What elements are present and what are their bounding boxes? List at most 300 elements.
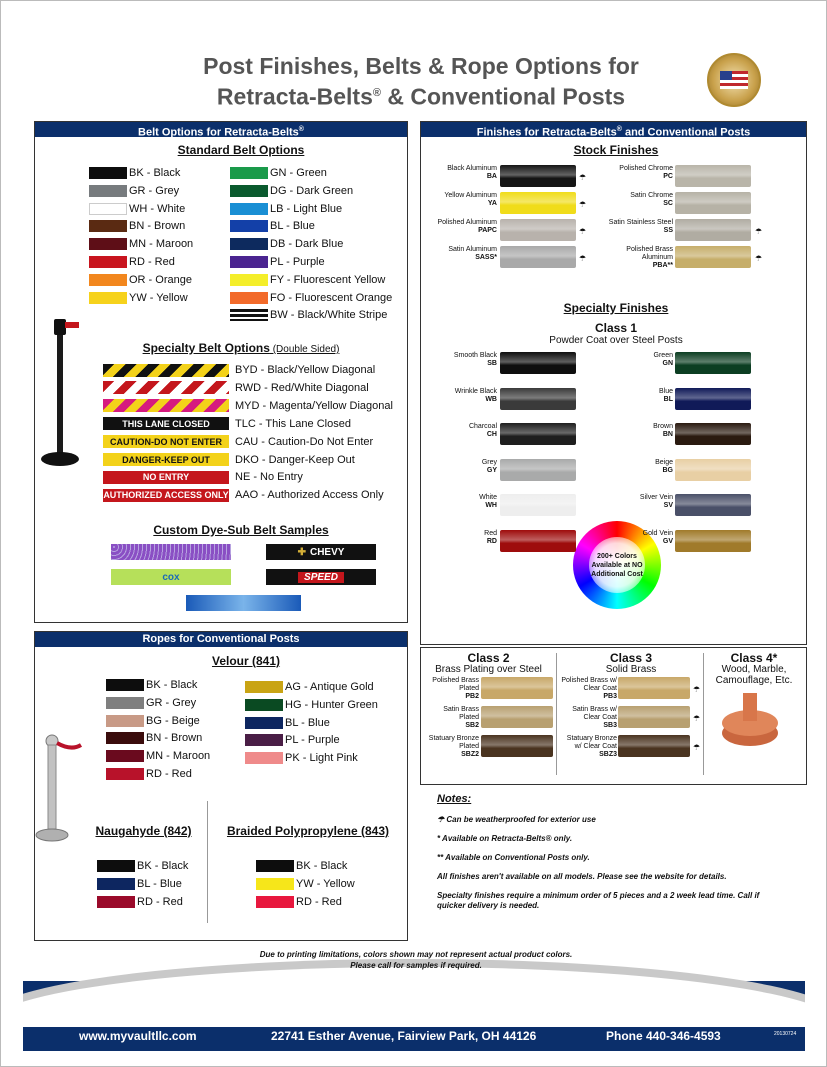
velour-rope-row xyxy=(106,696,196,710)
title-line-2 xyxy=(171,80,671,111)
class1-finish-label xyxy=(431,388,497,404)
velour-rope-swatch xyxy=(106,697,144,709)
specialty-belt-swatch: AUTHORIZED ACCESS ONLY xyxy=(103,490,229,501)
standard-belt-row xyxy=(230,255,325,269)
standard-belt-swatch xyxy=(89,292,127,304)
standard-belt-row xyxy=(230,202,342,216)
specialty-belt-row xyxy=(103,381,369,395)
standard-belt-row xyxy=(89,237,193,251)
note-5: Specialty finishes require a minimum order of 5 pieces and a 2 week lead time. Call if quicker delivery is needed. xyxy=(437,891,760,910)
stock-finish-label xyxy=(607,246,673,270)
umbrella-icon: ☂ xyxy=(579,200,587,209)
standard-belt-swatch xyxy=(230,238,268,250)
specialty-belt-swatch: DANGER-KEEP OUT xyxy=(103,453,229,466)
dye-sample-purple-dots xyxy=(111,544,231,560)
velour-rope-row xyxy=(245,716,330,730)
standard-belt-label: BK - Black xyxy=(129,167,181,179)
class1-finish-name: White xyxy=(479,494,497,501)
dye-sample-blue xyxy=(186,595,301,611)
standard-belt-row xyxy=(230,308,387,322)
class1-finish-swatch xyxy=(500,388,576,410)
stock-finish-label xyxy=(431,165,497,181)
velour-rope-row xyxy=(106,678,197,692)
specialty-belt-note: (Double Sided) xyxy=(269,344,340,355)
naugahyde-rope-row xyxy=(97,859,188,873)
velour-rope-label: HG - Hunter Green xyxy=(285,698,378,711)
class4-title: Class 4* xyxy=(730,651,778,665)
class1-finish-code: GN xyxy=(662,360,673,367)
braided-rope-label: YW - Yellow xyxy=(296,878,355,890)
standard-belt-row xyxy=(230,184,353,198)
class1-finish-label xyxy=(607,423,673,439)
velour-rope-row xyxy=(106,749,210,763)
finishes-panel-heading-tail: and Conventional Posts xyxy=(621,126,751,139)
class-divider-1 xyxy=(556,653,557,775)
class1-finish-name: Charcoal xyxy=(468,423,497,430)
class1-finish-label xyxy=(431,459,497,475)
standard-belt-row xyxy=(89,273,192,287)
class1-finish-label xyxy=(431,423,497,439)
title-brand: Retracta-Belts xyxy=(216,83,373,110)
velour-rope-swatch xyxy=(245,752,283,764)
standard-belt-row xyxy=(89,219,185,233)
stock-finish-name: Satin Aluminum xyxy=(448,246,497,253)
standard-belt-row xyxy=(230,291,392,305)
class1-finish-name: Brown xyxy=(653,423,673,430)
class1-finish-swatch xyxy=(500,352,576,374)
note-4: All finishes aren't available on all models. Please see the website for details. xyxy=(437,872,727,881)
standard-belt-label: LB - Light Blue xyxy=(270,202,343,215)
footer-website[interactable]: www.myvaultllc.com xyxy=(79,1029,197,1043)
naugahyde-rope-row xyxy=(97,877,182,891)
title-reg-mark: ® xyxy=(372,87,381,99)
finishes-panel-reg-mark: ® xyxy=(616,126,622,133)
standard-belt-label: BW - Black/White Stripe xyxy=(270,309,388,322)
class3-finish-swatch xyxy=(618,735,690,757)
class1-finish-swatch xyxy=(675,423,751,445)
class1-finish-label xyxy=(607,459,673,475)
umbrella-icon: ☂ xyxy=(579,254,587,263)
class1-finish-swatch xyxy=(675,459,751,481)
class2-finish-name: Statuary Bronze Plated xyxy=(428,735,479,750)
naugahyde-rope-swatch xyxy=(97,896,135,908)
stanchion-post-image xyxy=(35,731,83,843)
specialty-belt-label: RWD - Red/White Diagonal xyxy=(235,381,369,394)
velour-heading: Velour (841) xyxy=(211,654,281,668)
naugahyde-rope-label: RD - Red xyxy=(137,896,183,908)
class1-finish-label xyxy=(431,494,497,510)
standard-belt-label: FY - Fluorescent Yellow xyxy=(270,273,386,286)
standard-belt-swatch xyxy=(230,292,268,304)
class1-title: Class 1 xyxy=(594,321,638,335)
velour-rope-swatch xyxy=(106,732,144,744)
standard-belt-swatch xyxy=(89,238,127,250)
class1-finish-name: Blue xyxy=(658,387,673,395)
velour-rope-swatch xyxy=(245,681,283,693)
velour-rope-swatch xyxy=(245,699,283,711)
standard-belt-label: WH - White xyxy=(129,202,186,215)
specialty-belt-label: DKO - Danger-Keep Out xyxy=(235,453,355,466)
chevy-bowtie-icon: ✚ xyxy=(297,546,306,558)
stock-finish-label xyxy=(607,219,673,235)
class2-subtitle: Brass Plating over Steel xyxy=(435,664,542,675)
color-disclaimer: Due to printing limitations, colors shown may not represent actual product colors. Please call for samples if required. xyxy=(259,950,573,970)
braided-heading: Braided Polypropylene (843) xyxy=(226,824,390,838)
class2-finish-label xyxy=(423,735,479,759)
class1-finish-code: SB xyxy=(487,360,497,367)
standard-belt-swatch xyxy=(89,185,127,197)
class1-finish-label xyxy=(431,530,497,546)
standard-belt-label: BL - Blue xyxy=(270,220,315,233)
stock-finish-swatch xyxy=(675,219,751,241)
velour-rope-row xyxy=(245,751,358,765)
made-in-usa-seal xyxy=(707,53,761,107)
umbrella-icon: ☂ xyxy=(579,227,587,236)
specialty-belt-swatch: THIS LANE CLOSED xyxy=(103,417,229,430)
specialty-belt-heading xyxy=(111,341,371,355)
velour-rope-swatch xyxy=(106,679,144,691)
class1-finish-swatch xyxy=(500,530,576,552)
note-1: ☂ Can be weatherproofed for exterior use xyxy=(437,815,596,824)
ropes-panel xyxy=(34,631,408,941)
velour-rope-label: PL - Purple xyxy=(285,734,340,747)
naugahyde-rope-row xyxy=(97,895,183,909)
specialty-belt-label: NE - No Entry xyxy=(235,471,303,484)
class1-finish-name: Red xyxy=(484,529,497,537)
class1-finish-code: WB xyxy=(485,395,497,403)
stock-finish-name: Satin Stainless Steel xyxy=(608,219,673,226)
dye-sub-heading: Custom Dye-Sub Belt Samples xyxy=(153,523,329,537)
page-title xyxy=(171,53,671,111)
footer-email[interactable]: e-mail: roger@myvaultllc.com xyxy=(477,1011,649,1025)
velour-rope-row xyxy=(106,731,202,745)
standard-belt-row xyxy=(230,219,315,233)
braided-rope-swatch xyxy=(256,896,294,908)
stock-finish-name: Polished Aluminum xyxy=(437,219,497,226)
footer-code: 20130724 xyxy=(774,1031,797,1037)
standard-belt-swatch xyxy=(230,274,268,286)
class3-finish-label xyxy=(561,735,617,759)
rope-divider xyxy=(207,801,208,923)
stock-finish-code: SC xyxy=(663,200,673,207)
velour-rope-label: AG - Antique Gold xyxy=(285,681,374,693)
class1-finish-code: RD xyxy=(486,537,497,545)
standard-belt-swatch xyxy=(230,309,268,321)
footer-phone: Phone 440-346-4593 xyxy=(606,1029,721,1043)
velour-rope-label: MN - Maroon xyxy=(146,750,211,763)
braided-rope-row xyxy=(256,895,342,909)
class1-finish-label xyxy=(607,352,673,368)
class1-finish-swatch xyxy=(675,530,751,552)
belt-panel-heading xyxy=(35,122,407,137)
standard-belt-swatch xyxy=(230,220,268,232)
velour-rope-label: BK - Black xyxy=(146,679,198,691)
braided-rope-row xyxy=(256,859,347,873)
note-2: * Available on Retracta-Belts® only. xyxy=(437,834,573,843)
specialty-belt-swatch: NO ENTRY xyxy=(103,471,229,484)
stock-finish-code: PBA** xyxy=(652,262,673,269)
umbrella-icon: ☂ xyxy=(693,743,701,752)
velour-rope-label: PK - Light Pink xyxy=(285,752,358,765)
stock-finish-code: SS xyxy=(663,227,673,234)
footer-contact: Contact: Roger Zavodny xyxy=(286,1011,426,1025)
class3-finish-label xyxy=(561,706,617,730)
class3-finish-name: Satin Brass w/ Clear Coat xyxy=(572,706,617,721)
class1-finish-label xyxy=(607,530,673,546)
stock-finish-swatch xyxy=(500,192,576,214)
stock-finish-name: Black Aluminum xyxy=(447,165,497,172)
class1-finish-code: GV xyxy=(662,537,673,545)
class1-finish-name: Beige xyxy=(655,458,673,466)
velour-rope-row xyxy=(245,698,378,712)
dye-sample-cox: cox xyxy=(111,569,231,585)
stock-finish-code: PC xyxy=(663,173,673,180)
velour-rope-label: RD - Red xyxy=(146,768,192,780)
footer-address: 22741 Esther Avenue, Fairview Park, OH 44126 xyxy=(271,1029,537,1043)
velour-rope-row xyxy=(106,767,192,781)
stock-finish-swatch xyxy=(500,246,576,268)
braided-rope-swatch xyxy=(256,878,294,890)
standard-belt-swatch xyxy=(230,203,268,215)
class1-finish-name: Gold Vein xyxy=(642,529,673,537)
stock-finish-label xyxy=(431,219,497,235)
class2-finish-swatch xyxy=(481,706,553,728)
velour-rope-swatch xyxy=(106,715,144,727)
class1-finish-code: BL xyxy=(663,395,673,403)
specialty-finishes-heading: Specialty Finishes xyxy=(563,301,669,315)
velour-rope-row xyxy=(106,714,200,728)
notes-section xyxy=(437,793,787,920)
footer-company: My Vault LLC xyxy=(116,1011,192,1025)
stock-finish-swatch xyxy=(675,165,751,187)
specialty-belt-row xyxy=(103,470,303,484)
standard-belt-swatch xyxy=(89,256,127,268)
standard-belt-label: GN - Green xyxy=(270,167,327,179)
class2-finish-code: PB2 xyxy=(465,693,479,700)
velour-rope-row xyxy=(245,680,374,694)
class1-finish-label xyxy=(431,352,497,368)
class1-finish-label xyxy=(607,494,673,510)
specialty-belt-swatch: CAUTION-DO NOT ENTER xyxy=(103,435,229,448)
velour-rope-label: GR - Grey xyxy=(146,696,197,709)
class3-finish-swatch xyxy=(618,677,690,699)
standard-belt-label: DG - Dark Green xyxy=(270,184,354,197)
title-tail: & Conventional Posts xyxy=(380,83,626,110)
standard-belt-label: GR - Grey xyxy=(129,184,180,197)
velour-rope-swatch xyxy=(106,768,144,780)
umbrella-icon: ☂ xyxy=(693,714,701,723)
naugahyde-rope-swatch xyxy=(97,878,135,890)
dye-sample-chevy-text: CHEVY xyxy=(309,546,345,558)
note-3: ** Available on Conventional Posts only. xyxy=(437,853,590,862)
class1-finish-swatch xyxy=(500,459,576,481)
class3-subtitle: Solid Brass xyxy=(605,664,657,675)
standard-belt-swatch xyxy=(89,274,127,286)
standard-belt-swatch xyxy=(89,167,127,179)
standard-belt-row xyxy=(230,237,343,251)
stock-finish-code: BA xyxy=(486,173,497,180)
stock-finish-label xyxy=(431,192,497,208)
standard-belt-heading: Standard Belt Options xyxy=(177,143,305,157)
standard-belt-label: PL - Purple xyxy=(270,256,325,268)
velour-rope-label: BG - Beige xyxy=(146,714,200,727)
velour-rope-label: BN - Brown xyxy=(146,732,203,745)
umbrella-icon: ☂ xyxy=(693,685,701,694)
class3-finish-code: PB3 xyxy=(603,693,617,700)
naugahyde-heading: Naugahyde (842) xyxy=(95,824,192,838)
velour-rope-row xyxy=(245,733,340,747)
stock-finishes-heading: Stock Finishes xyxy=(573,143,659,157)
stock-finish-name: Satin Chrome xyxy=(630,192,673,199)
class1-finish-name: Wrinkle Black xyxy=(454,387,497,395)
specialty-belt-swatch xyxy=(103,381,229,394)
class1-finish-code: BG xyxy=(662,466,673,474)
specialty-belt-label: MYD - Magenta/Yellow Diagonal xyxy=(235,399,393,412)
standard-belt-label: OR - Orange xyxy=(129,273,192,286)
class2-finish-swatch xyxy=(481,677,553,699)
class1-finish-swatch xyxy=(500,423,576,445)
stock-finish-code: SASS* xyxy=(475,254,497,261)
standard-belt-swatch xyxy=(230,256,268,268)
specialty-belt-row xyxy=(103,417,351,431)
standard-belt-row xyxy=(89,291,188,305)
standard-belt-label: FO - Fluorescent Orange xyxy=(270,291,393,304)
class3-finish-label xyxy=(561,677,617,701)
standard-belt-label: YW - Yellow xyxy=(129,291,188,304)
naugahyde-rope-swatch xyxy=(97,860,135,872)
stock-finish-swatch xyxy=(675,192,751,214)
class3-finish-name: Polished Brass w/ Clear Coat xyxy=(561,677,617,692)
specialty-belt-row xyxy=(103,488,384,502)
specialty-belt-label: BYD - Black/Yellow Diagonal xyxy=(235,364,376,376)
class2-finish-swatch xyxy=(481,735,553,757)
standard-belt-swatch xyxy=(89,203,127,215)
class1-finish-code: GY xyxy=(486,466,497,474)
standard-belt-row xyxy=(230,273,385,287)
standard-belt-row xyxy=(230,166,327,180)
standard-belt-swatch xyxy=(230,167,268,179)
class3-title: Class 3 xyxy=(609,651,653,665)
velour-rope-label: BL - Blue xyxy=(285,716,330,729)
class1-finish-label xyxy=(607,388,673,404)
standard-belt-label: RD - Red xyxy=(129,256,175,268)
specialty-belt-label: CAU - Caution-Do Not Enter xyxy=(235,435,374,448)
stock-finish-label xyxy=(607,165,673,181)
class2-finish-label xyxy=(423,677,479,701)
dye-sample-chevy xyxy=(266,544,376,560)
specialty-belt-label: TLC - This Lane Closed xyxy=(235,417,351,430)
class1-finish-swatch xyxy=(675,494,751,516)
title-line-1: Post Finishes, Belts & Rope Options for xyxy=(203,53,639,79)
velour-rope-swatch xyxy=(245,717,283,729)
class2-finish-label xyxy=(423,706,479,730)
class1-finish-code: CH xyxy=(486,431,497,438)
class1-finish-name: Grey xyxy=(481,458,497,466)
standard-belt-row xyxy=(89,166,180,180)
class1-subtitle: Powder Coat over Steel Posts xyxy=(549,335,683,346)
standard-belt-row xyxy=(89,202,185,216)
retractable-post-image xyxy=(39,313,81,471)
specialty-belt-heading-text: Specialty Belt Options xyxy=(142,341,270,355)
wood-post-image xyxy=(719,691,781,749)
class3-finish-code: SBZ3 xyxy=(599,751,617,758)
class2-finish-name: Polished Brass Plated xyxy=(432,677,479,692)
finishes-panel-heading xyxy=(421,122,806,137)
velour-rope-swatch xyxy=(106,750,144,762)
naugahyde-rope-label: BL - Blue xyxy=(137,878,182,890)
umbrella-icon: ☂ xyxy=(755,254,763,263)
ropes-panel-heading: Ropes for Conventional Posts xyxy=(35,632,407,647)
specialty-belt-row xyxy=(103,363,375,377)
stock-finish-code: YA xyxy=(487,200,497,207)
class3-finish-swatch xyxy=(618,706,690,728)
standard-belt-label: BN - Brown xyxy=(129,220,186,233)
class1-finish-name: Green xyxy=(653,352,673,359)
standard-belt-row xyxy=(89,184,179,198)
velour-rope-swatch xyxy=(245,734,283,746)
standard-belt-swatch xyxy=(89,220,127,232)
specialty-belt-row xyxy=(103,399,393,413)
belt-panel-reg-mark: ® xyxy=(298,126,304,133)
stock-finish-name: Polished Chrome xyxy=(619,165,673,172)
standard-belt-row xyxy=(89,255,175,269)
dye-sample-speed-text: SPEED xyxy=(298,572,344,583)
class2-finish-code: SB2 xyxy=(465,722,479,729)
color-wheel-text: 200+ Colors Available at NO Additional Cost xyxy=(589,537,645,593)
stock-finish-label xyxy=(431,246,497,262)
class2-title: Class 2 xyxy=(467,651,510,665)
standard-belt-label: MN - Maroon xyxy=(129,238,194,251)
us-flag-icon xyxy=(720,71,748,89)
class2-finish-code: SBZ2 xyxy=(461,751,479,758)
class1-finish-code: WH xyxy=(485,502,497,509)
braided-rope-label: RD - Red xyxy=(296,896,342,908)
class-divider-2 xyxy=(703,653,704,775)
standard-belt-label: DB - Dark Blue xyxy=(270,238,344,251)
standard-belt-swatch xyxy=(230,185,268,197)
belt-panel-heading-text: Belt Options for Retracta-Belts xyxy=(138,126,299,139)
umbrella-icon: ☂ xyxy=(755,227,763,236)
class1-finish-swatch xyxy=(500,494,576,516)
class1-finish-code: SV xyxy=(663,502,673,509)
braided-rope-label: BK - Black xyxy=(296,860,348,872)
notes-heading: Notes: xyxy=(437,793,472,805)
naugahyde-rope-label: BK - Black xyxy=(137,860,189,872)
specialty-belt-swatch xyxy=(103,399,229,412)
class1-finish-name: Smooth Black xyxy=(453,352,497,359)
specialty-belt-row xyxy=(103,453,355,467)
class1-finish-code: BN xyxy=(662,431,673,438)
class3-finish-code: SB3 xyxy=(603,722,617,729)
umbrella-icon: ☂ xyxy=(579,173,587,182)
braided-rope-swatch xyxy=(256,860,294,872)
stock-finish-swatch xyxy=(675,246,751,268)
class1-finish-swatch xyxy=(675,352,751,374)
class1-finish-name: Silver Vein xyxy=(639,494,673,501)
class2-finish-name: Satin Brass Plated xyxy=(443,706,479,721)
dye-sample-speed xyxy=(266,569,376,585)
specialty-belt-swatch xyxy=(103,364,229,377)
stock-finish-swatch xyxy=(500,219,576,241)
class4-subtitle: Wood, Marble, Camouflage, Etc. xyxy=(715,664,793,686)
braided-rope-row xyxy=(256,877,355,891)
class3-finish-name: Statuary Bronze w/ Clear Coat xyxy=(566,735,617,750)
specialty-belt-row xyxy=(103,435,373,449)
stock-finish-code: PAPC xyxy=(478,227,497,234)
finishes-panel-heading-text: Finishes for Retracta-Belts xyxy=(476,126,617,139)
stock-finish-name: Polished Brass Aluminum xyxy=(626,246,673,261)
class1-finish-swatch xyxy=(675,388,751,410)
